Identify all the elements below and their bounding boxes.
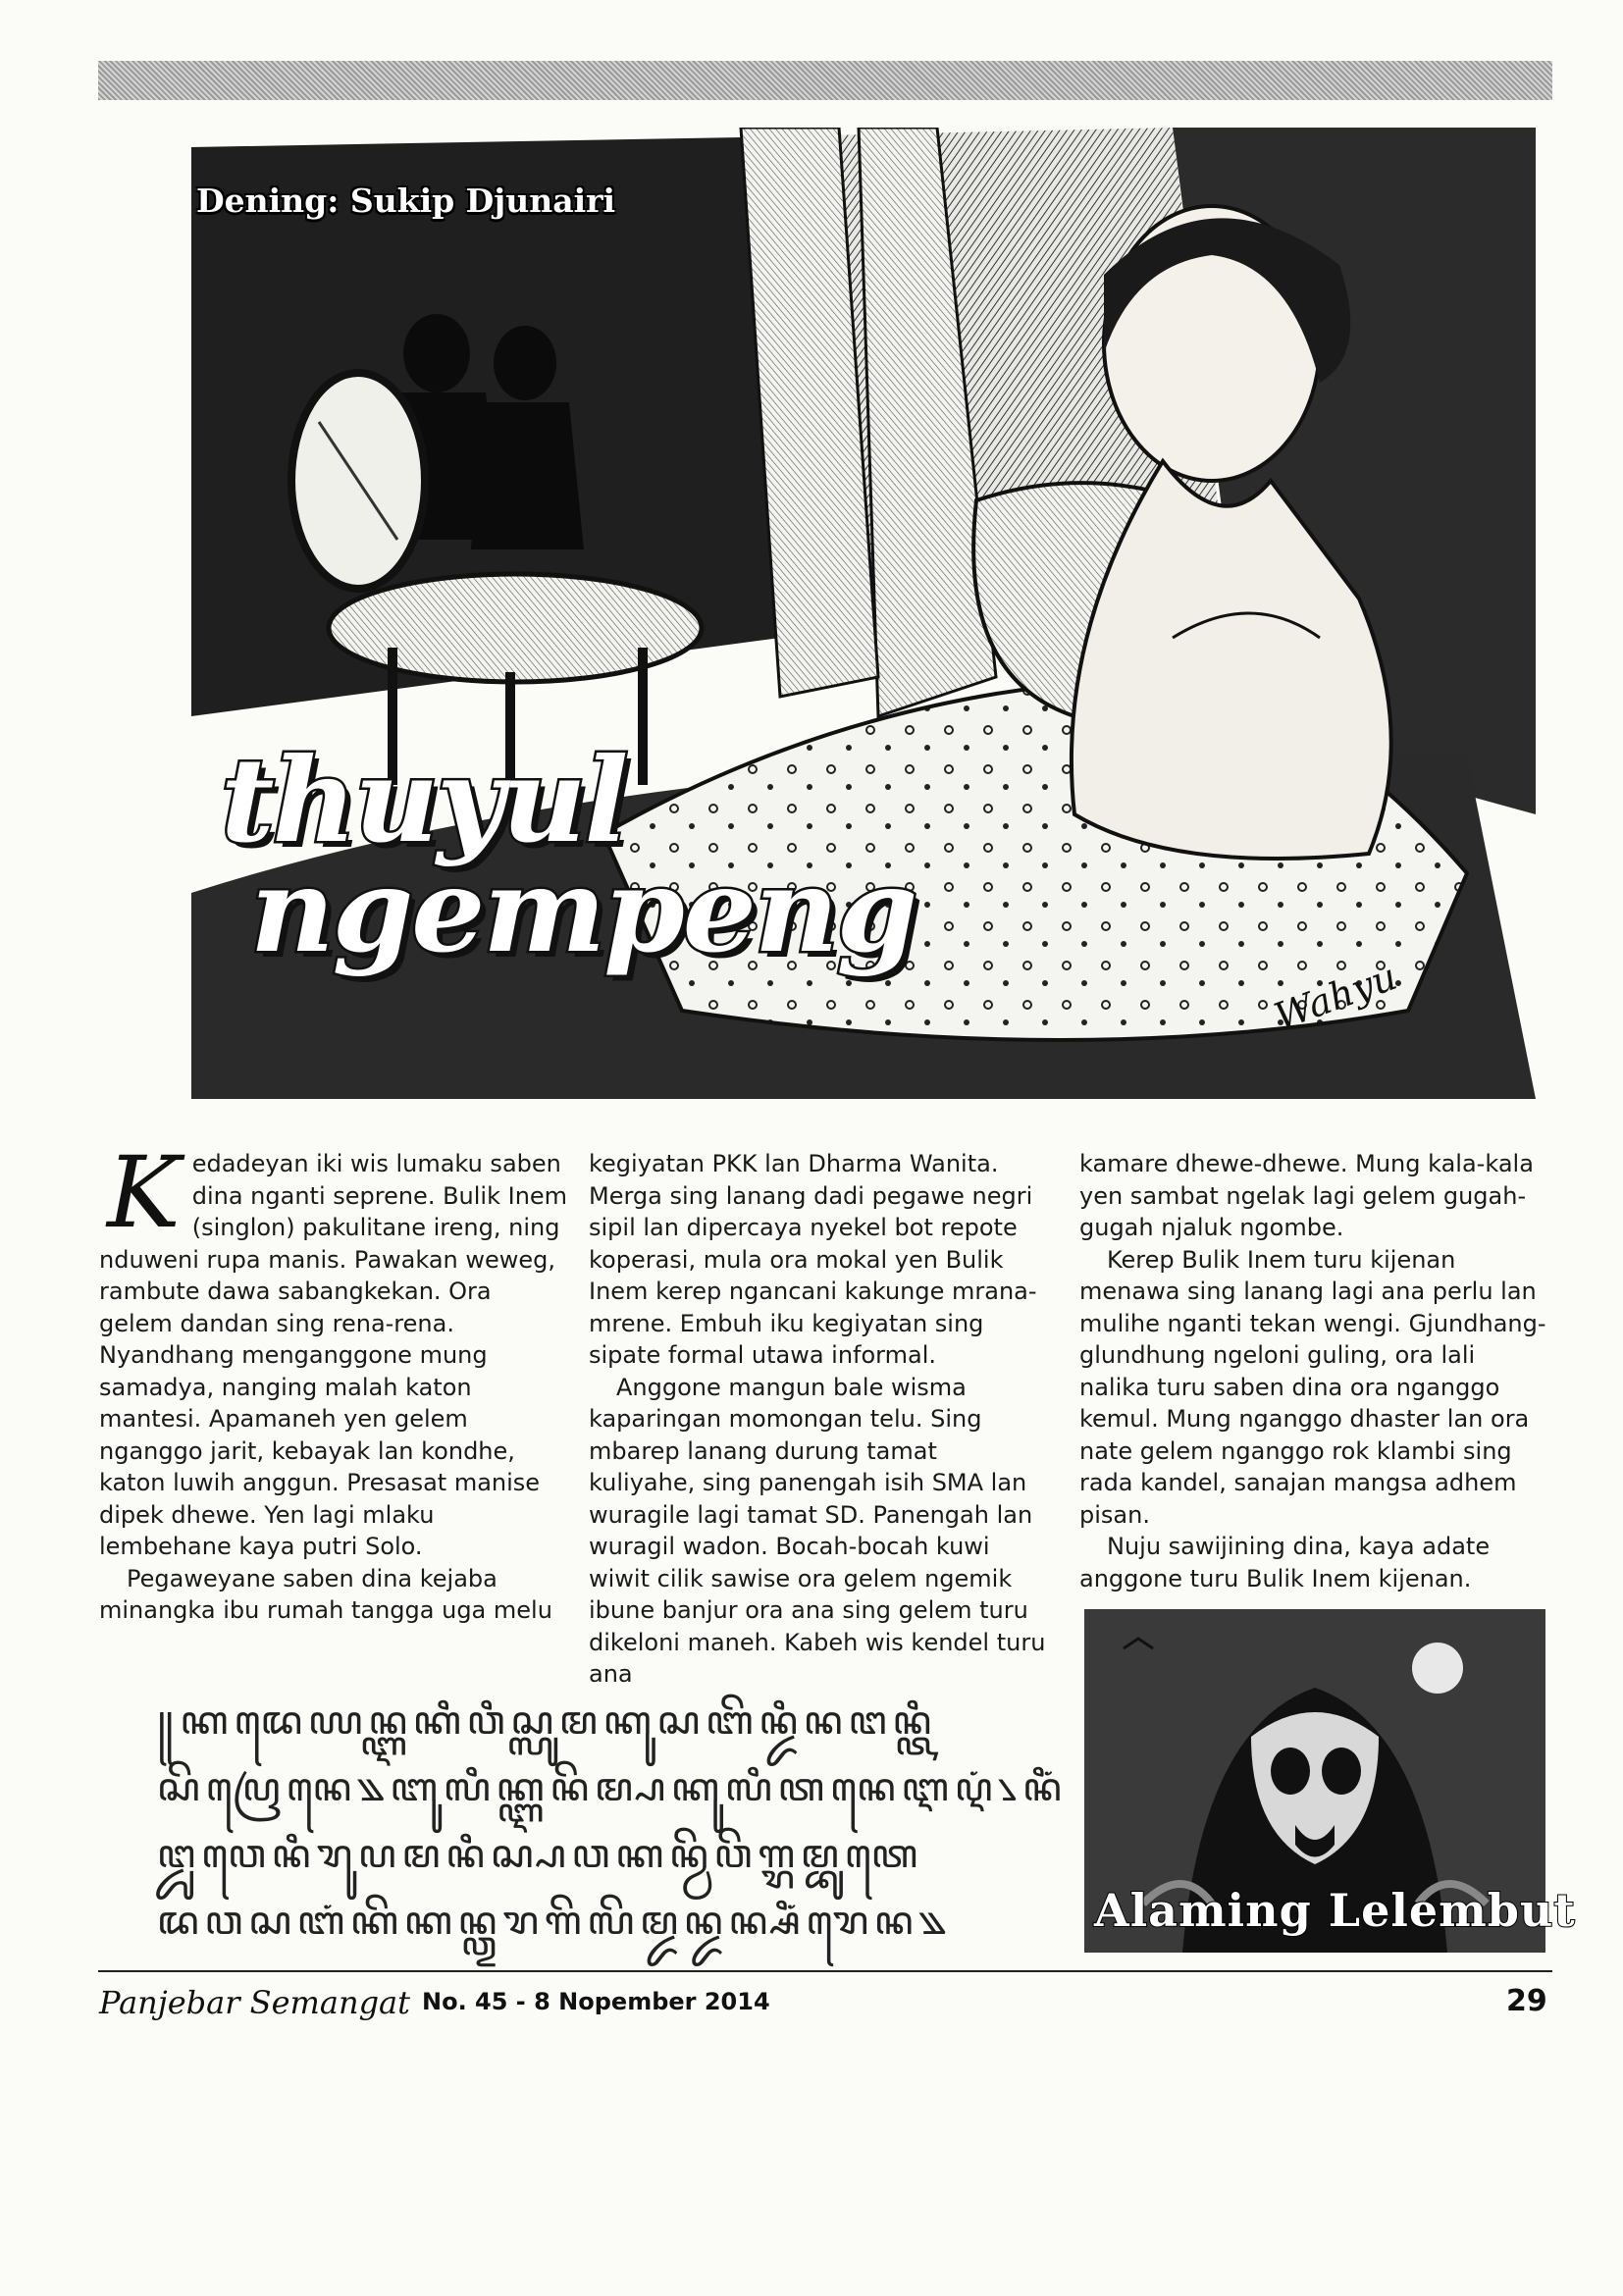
paragraph: Nuju sawijining dina, kaya adate anggone turu Bulik Inem kijenan. bbox=[1079, 1533, 1491, 1592]
paragraph: kegiyatan PKK lan Dharma Wanita. Merga sing lanang dadi pegawe negri sipil lan dipercaya nyekel bot repote koperasi, mula ora mokal yen Bulik Inem kerep ngancani kakunge mrana-mrene. Embuh iku kegiyatan sing sipate formal utawa informal. bbox=[589, 1150, 1037, 1369]
paragraph: Kerep Bulik Inem turu kijenan menawa sing lanang lagi ana perlu lan mulihe nganti tekan wengi. Gjundhang-glundhung ngeloni guling, ora lali nalika turu saben dina ora nganggo kemul. Mung nganggo dhaster lan ora nate gelem nganggo rok klambi sing rada kandel, sanajan mangsa adhem pisan. bbox=[1079, 1245, 1546, 1529]
story-title-line-1: thuyul bbox=[221, 732, 627, 868]
drop-cap: K bbox=[107, 1135, 181, 1250]
artist-signature: Wahyu bbox=[1269, 955, 1403, 1039]
byline: Dening: Sukip Djunairi bbox=[196, 182, 616, 220]
article-column-3 bbox=[1079, 1148, 1550, 1594]
magazine-name: Panjebar Semangat bbox=[99, 1984, 410, 2021]
article-column-2 bbox=[589, 1148, 1050, 1691]
story-title-line-2: ngempeng bbox=[250, 842, 916, 978]
paragraph: Anggone mangun bale wisma kaparingan momongan telu. Sing mbarep lanang durung tamat kuliyahe, sing panengah isih SMA lan wuragile lagi tamat SD. Panengah lan wuragil wadon. Bocah-bocah kuwi wiwit cilik sawise ora gelem ngemik ibune banjur ora ana sing gelem turu dikeloni maneh. Kabeh wis kendel turu ana bbox=[589, 1373, 1046, 1688]
footer-rule bbox=[98, 1970, 1552, 1972]
paragraph: edadeyan iki wis lumaku saben dina nganti seprene. Bulik Inem (singlon) pakulitane ireng, ning nduweni rupa manis. Pawakan weweg, rambute dawa sabangkekan. Ora gelem dandan sing rena-rena. Nyandhang menganggone mung samadya, nanging malah katon mantesi. Apamaneh yen gelem nganggo jarit, kebayak lan kondhe, katon luwih anggun. Presasat manise dipek dhewe. Yen lagi mlaku lembehane kaya putri Solo. bbox=[99, 1150, 568, 1560]
article-column-1 bbox=[99, 1135, 570, 1627]
javanese-script-block bbox=[157, 1688, 1068, 1955]
header-pattern-band bbox=[98, 61, 1552, 100]
issue-info: No. 45 - 8 Nopember 2014 bbox=[422, 1988, 770, 2015]
sidebar-label: Alaming Lelembut bbox=[1094, 1884, 1576, 1937]
javanese-line: ꦢꦮꦱꦧꦁꦏꦼꦏꦤ꧀ꦎꦫꦒꦼꦭꦼꦩ꧀ꦢꦤ꧀ꦢꦤ꧀ꦱꦶꦁꦫꦺꦤ꧉ bbox=[157, 1899, 952, 1944]
javanese-line: ꦔ꧀ꦢꦸꦮꦺꦤꦶꦫꦸꦥꦩꦤꦶꦱ꧀ꦥꦮꦏꦤ꧀ꦮꦼꦮꦼꦒ꧀ꦫꦩ꧀ꦧꦸꦠꦺ bbox=[157, 1832, 924, 1877]
page-number: 29 bbox=[1506, 1984, 1547, 2018]
javanese-line: ꧋ꦏꦢꦺꦪꦤ꧀ꦆꦏꦶꦮꦶꦱ꧀ꦭꦸꦩꦏꦸꦱꦧꦼꦤ꧀ꦢꦶꦤꦔꦤ꧀ꦠꦶ bbox=[157, 1698, 938, 1744]
paragraph: kamare dhewe-dhewe. Mung kala-kala yen sambat ngelak lagi gelem gugah-gugah njaluk ngombe. bbox=[1079, 1150, 1534, 1241]
javanese-line: ꦱꦼꦥꦿꦺꦤꦺ꧉ꦧꦸꦭꦶꦏ꧀ꦆꦤꦼꦩ꧀ꦥꦏꦸꦭꦶꦠꦤꦺꦆꦉꦁ꧈ꦤꦶꦁ bbox=[157, 1765, 1068, 1810]
paragraph: Pegaweyane saben dina kejaba minangka ibu rumah tangga uga melu bbox=[99, 1564, 552, 1624]
story-title bbox=[221, 732, 916, 978]
